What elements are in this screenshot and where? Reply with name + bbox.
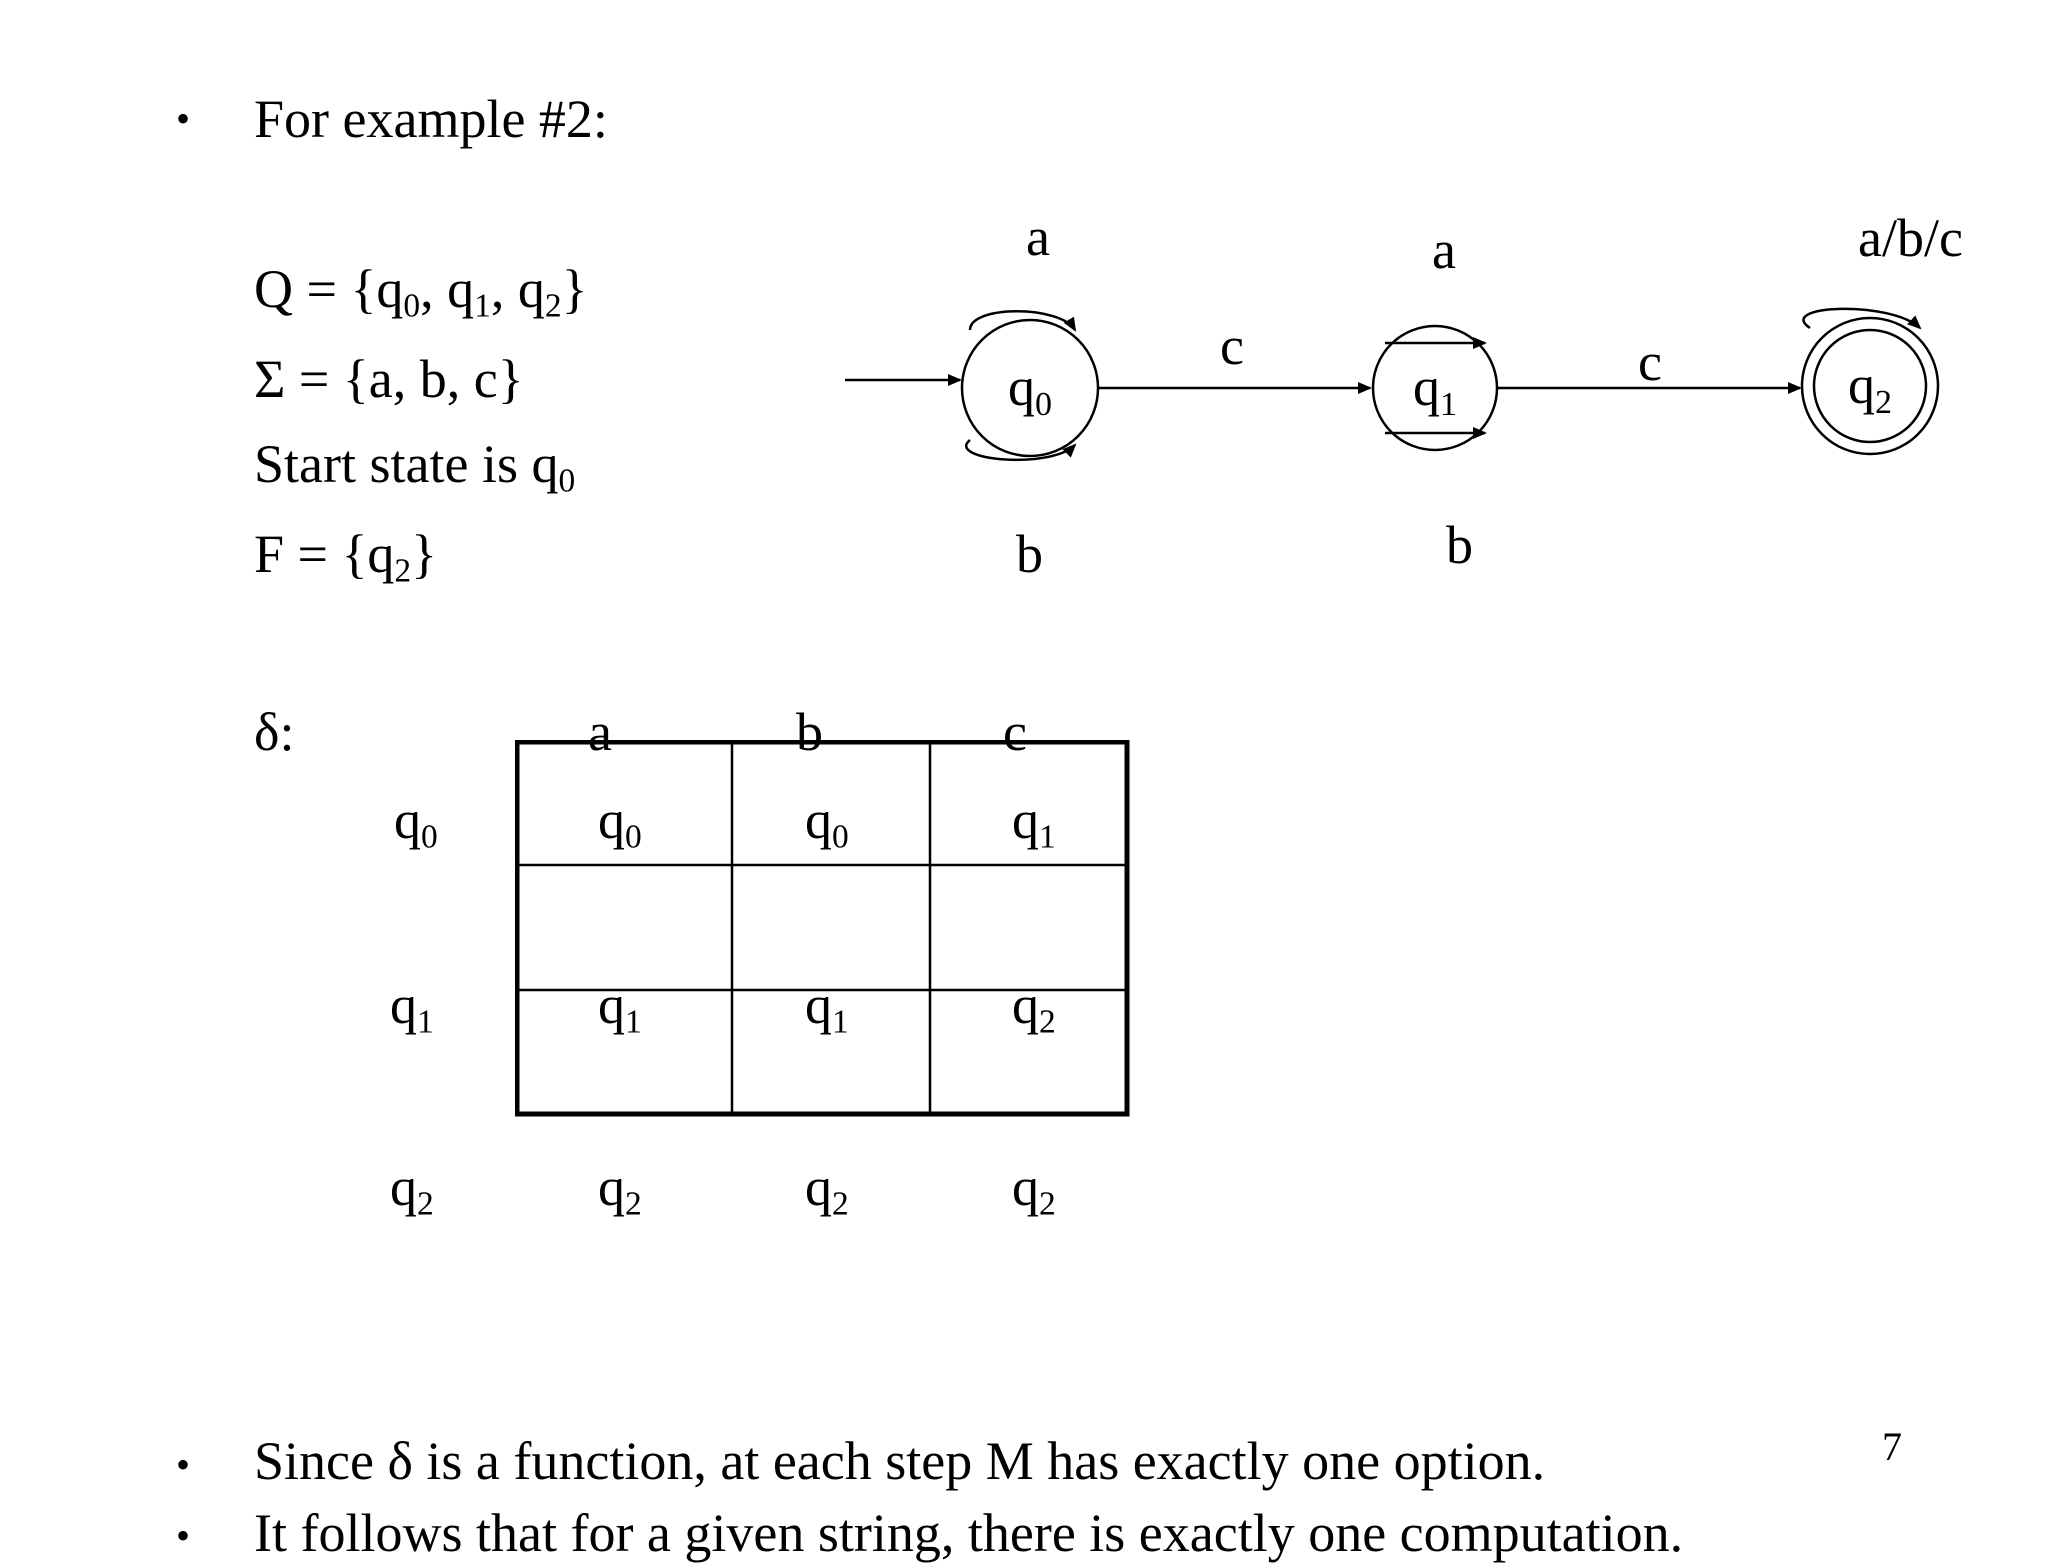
delta-row-state-q0: $q_0$ [394, 790, 438, 856]
bullet-dot-2: • [176, 1442, 191, 1487]
delta-cell-q1-c: $q_2$ [1012, 975, 1056, 1041]
transition-label-q0-q0-a: a [1026, 207, 1050, 267]
delta-cell-q1-b: $q_1$ [805, 975, 849, 1041]
state-q2-label: q2 [1848, 355, 1892, 421]
delta-cell-q2-c: $q_2$ [1012, 1157, 1056, 1223]
delta-column-c: c [1003, 702, 1027, 762]
alphabet-definition: Σ = {a, b, c} [254, 349, 524, 409]
transition-label-q2-q2: a/b/c [1858, 208, 1963, 268]
state-q1 [1373, 326, 1497, 450]
transition-label-q1-q2: c [1638, 332, 1662, 392]
transition-label-q0-q1: c [1220, 316, 1244, 376]
delta-row-state-q2: $q_2$ [390, 1157, 434, 1223]
states-definition: $Q = \{q_0$, $q_1$, $q_2$} [254, 259, 588, 325]
state-q0-label: q0 [1008, 357, 1052, 423]
delta-cell-q0-a: $q_0$ [598, 790, 642, 856]
delta-cell-q2-a: $q_2$ [598, 1157, 642, 1223]
state-diagram [0, 0, 2048, 620]
transition-label-q1-q1-b: b [1446, 515, 1473, 575]
final-states-definition: $F = \{q_2\}$ [254, 524, 438, 590]
bullet-dot-3: • [176, 1513, 191, 1558]
delta-column-b: b [796, 702, 823, 762]
bullet-function-note: Since δ is a function, at each step M has exactly one option. [254, 1431, 1546, 1491]
state-q0 [962, 320, 1098, 456]
page-number: 7 [1882, 1424, 1902, 1469]
delta-cell-q1-a: $q_1$ [598, 975, 642, 1041]
state-q1-label: q1 [1413, 357, 1457, 423]
transition-label-q0-q0-b: b [1016, 524, 1043, 584]
bullet-dot-1: • [176, 96, 191, 141]
delta-cell-q0-b: $q_0$ [805, 790, 849, 856]
delta-label: δ: [254, 702, 295, 762]
transition-label-q1-q1-a: a [1432, 220, 1456, 280]
delta-row-state-q1: $q_1$ [390, 975, 434, 1041]
state-q2 [1802, 318, 1938, 454]
example-heading: For example #2: [254, 89, 608, 149]
delta-column-a: a [588, 702, 612, 762]
delta-cell-q2-b: $q_2$ [805, 1157, 849, 1223]
delta-cell-q0-c: $q_1$ [1012, 790, 1056, 856]
start-state-definition: Start state is $q_0$ [254, 434, 576, 500]
bullet-computation-note: It follows that for a given string, there is exactly one computation. [254, 1503, 1684, 1563]
